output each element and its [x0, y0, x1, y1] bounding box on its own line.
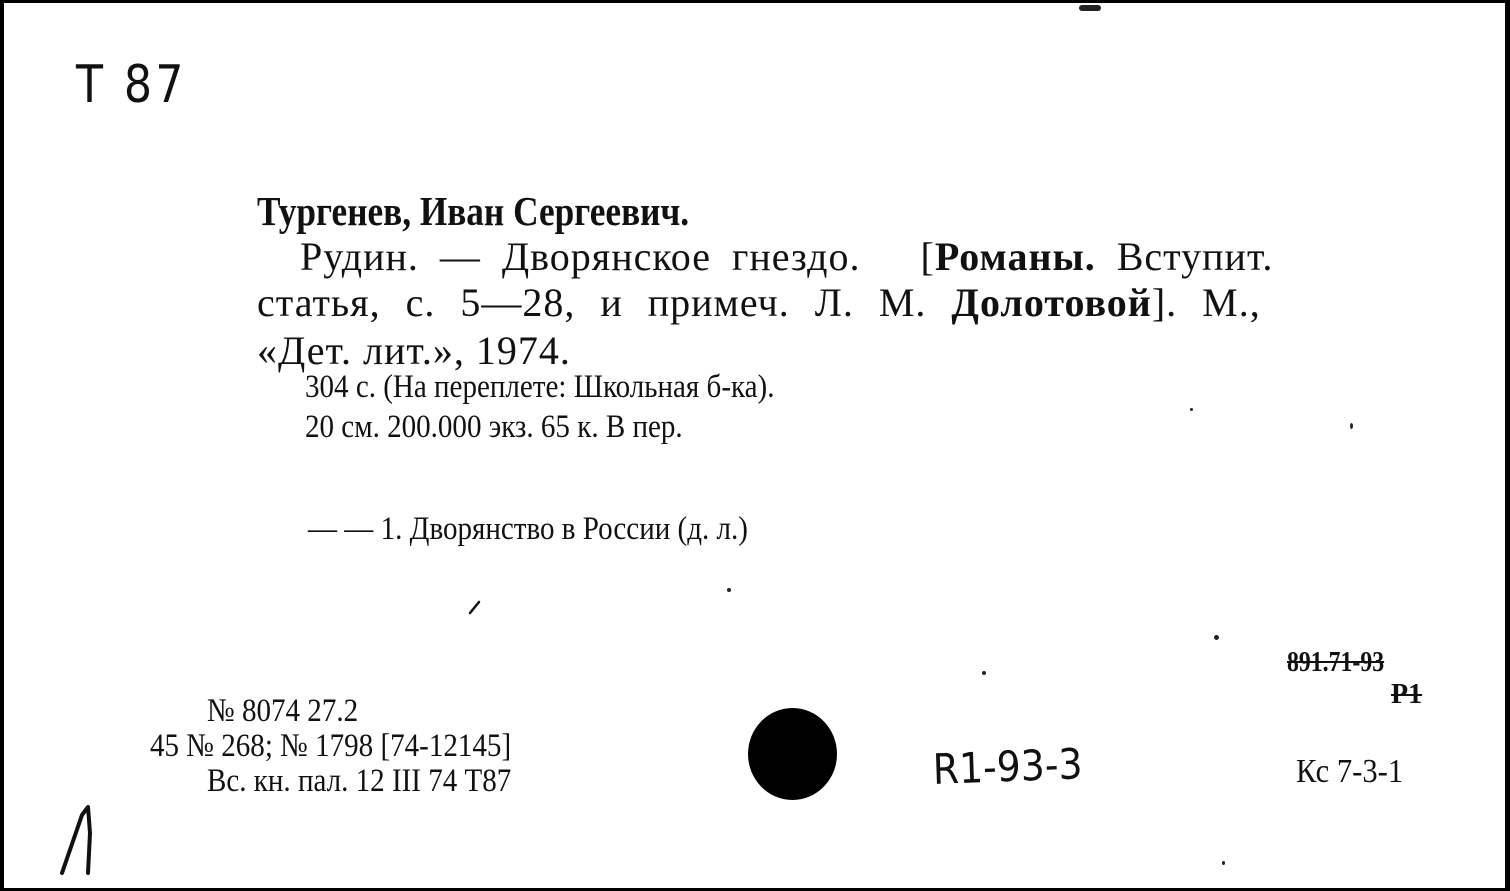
title-text: Рудин. — Дворянское гнездо.	[300, 234, 861, 279]
ink-tick-mark	[468, 599, 482, 615]
title-line-1	[300, 233, 1273, 280]
editor-name: Долотовой	[951, 280, 1152, 325]
struck-classification: 891.71-93	[1287, 646, 1385, 678]
intro-label: Вступит.	[1095, 234, 1274, 279]
genre-label: Романы.	[934, 234, 1096, 279]
author-heading: Тургенев, Иван Сергеевич.	[257, 188, 690, 234]
registration-line-3: Вс. кн. пал. 12 III 74 Т87	[207, 763, 512, 799]
ink-speck	[1079, 5, 1101, 11]
index-code: Кс 7-3-1	[1296, 753, 1404, 790]
ink-speck	[1190, 408, 1193, 411]
size-print-run-price: 20 см. 200.000 экз. 65 к. В пер.	[305, 409, 683, 445]
registration-line-2: 45 № 268; № 1798 [74-12145]	[150, 728, 512, 764]
subject-heading: — — 1. Дворянство в России (д. л.)	[308, 511, 748, 547]
physical-description: 304 с. (На переплете: Школьная б-ка).	[305, 369, 775, 405]
ink-speck	[727, 588, 731, 592]
place-text: ]. М.,	[1151, 280, 1261, 325]
bracket-open: [	[920, 234, 935, 279]
ink-speck	[1222, 861, 1225, 865]
ink-speck	[982, 671, 986, 675]
publisher-line: «Дет. лит.», 1974.	[257, 328, 571, 373]
article-text: статья, с. 5—28, и примеч. Л. М.	[257, 280, 952, 325]
handwritten-corner-mark	[54, 803, 104, 878]
shelf-mark: Т 87	[76, 55, 187, 115]
ink-speck	[1350, 423, 1353, 429]
handwritten-code: R1-93-3	[932, 739, 1084, 794]
title-line-2	[257, 279, 1261, 326]
struck-sub-code: Р1	[1391, 679, 1423, 710]
punch-hole	[748, 708, 837, 800]
ink-speck	[1214, 635, 1219, 640]
registration-line-1: № 8074 27.2	[207, 693, 359, 729]
